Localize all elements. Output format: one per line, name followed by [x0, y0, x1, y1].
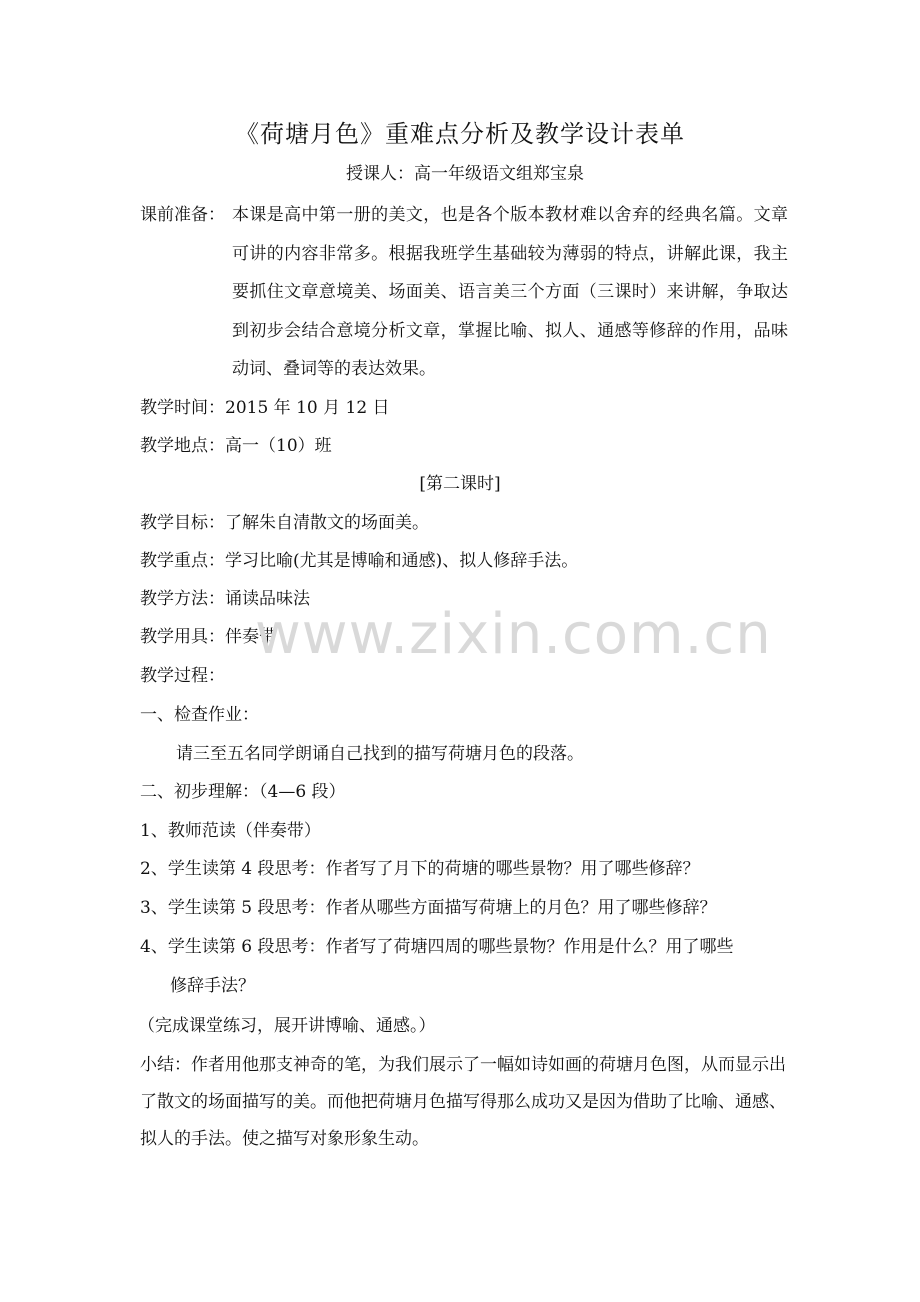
- teaching-tools: 教学用具：伴奏带: [140, 627, 276, 647]
- teaching-process: 教学过程：: [140, 666, 225, 686]
- teaching-method: 教学方法：诵读品味法: [140, 589, 310, 609]
- teacher-line: 授课人：高一年级语文组郑宝泉: [346, 164, 584, 184]
- step1-heading: 一、检查作业：: [140, 705, 259, 725]
- watermark: www.zixin.com.cn: [255, 602, 772, 667]
- practice-note: （完成课堂练习，展开讲博喻、通感。）: [138, 1016, 436, 1036]
- teaching-time: 教学时间：2015 年 10 月 12 日: [140, 398, 390, 418]
- summary-paragraph: 小结：作者用他那支神奇的笔，为我们展示了一幅如诗如画的荷塘月色图，从而显示出了散文的场面描写的美。而他把荷塘月色描写得那么成功又是因为借助了比喻、通感、拟人的手法。使之描写对象形象生动。: [140, 1055, 786, 1149]
- teaching-focus: 教学重点：学习比喻(尤其是博喻和通感)、拟人修辞手法。: [140, 551, 579, 571]
- step1-text: 请三至五名同学朗诵自己找到的描写荷塘月色的段落。: [176, 744, 584, 764]
- document-title: 《荷塘月色》重难点分析及教学设计表单: [235, 120, 685, 148]
- list-item: 1、教师范读（伴奏带）: [140, 821, 321, 841]
- prep-label: 课前准备：: [140, 205, 225, 225]
- prep-paragraph: 本课是高中第一册的美文，也是各个版本教材难以舍弃的经典名篇。文章可讲的内容非常多。根据我班学生基础较为薄弱的特点，讲解此课，我主要抓住文章意境美、场面美、语言美三个方面（三课时）来讲解，争取达到初步会结合意境分析文章，掌握比喻、拟人、通感等修辞的作用，品味动词、叠词等的表达效果。: [232, 205, 788, 379]
- list-item: 3、学生读第 5 段思考：作者从哪些方面描写荷塘上的月色？用了哪些修辞？: [140, 898, 717, 918]
- step2-heading: 二、初步理解：（4—6 段）: [140, 782, 346, 802]
- teaching-place: 教学地点：高一（10）班: [140, 436, 332, 456]
- teaching-goal: 教学目标：了解朱自清散文的场面美。: [140, 513, 429, 533]
- list-item-continuation: 修辞手法？: [170, 976, 255, 996]
- lesson-marker: [第二课时]: [419, 474, 501, 494]
- list-item: 4、学生读第 6 段思考：作者写了荷塘四周的哪些景物？作用是什么？用了哪些: [140, 937, 734, 957]
- list-item: 2、学生读第 4 段思考：作者写了月下的荷塘的哪些景物？用了哪些修辞？: [140, 859, 700, 879]
